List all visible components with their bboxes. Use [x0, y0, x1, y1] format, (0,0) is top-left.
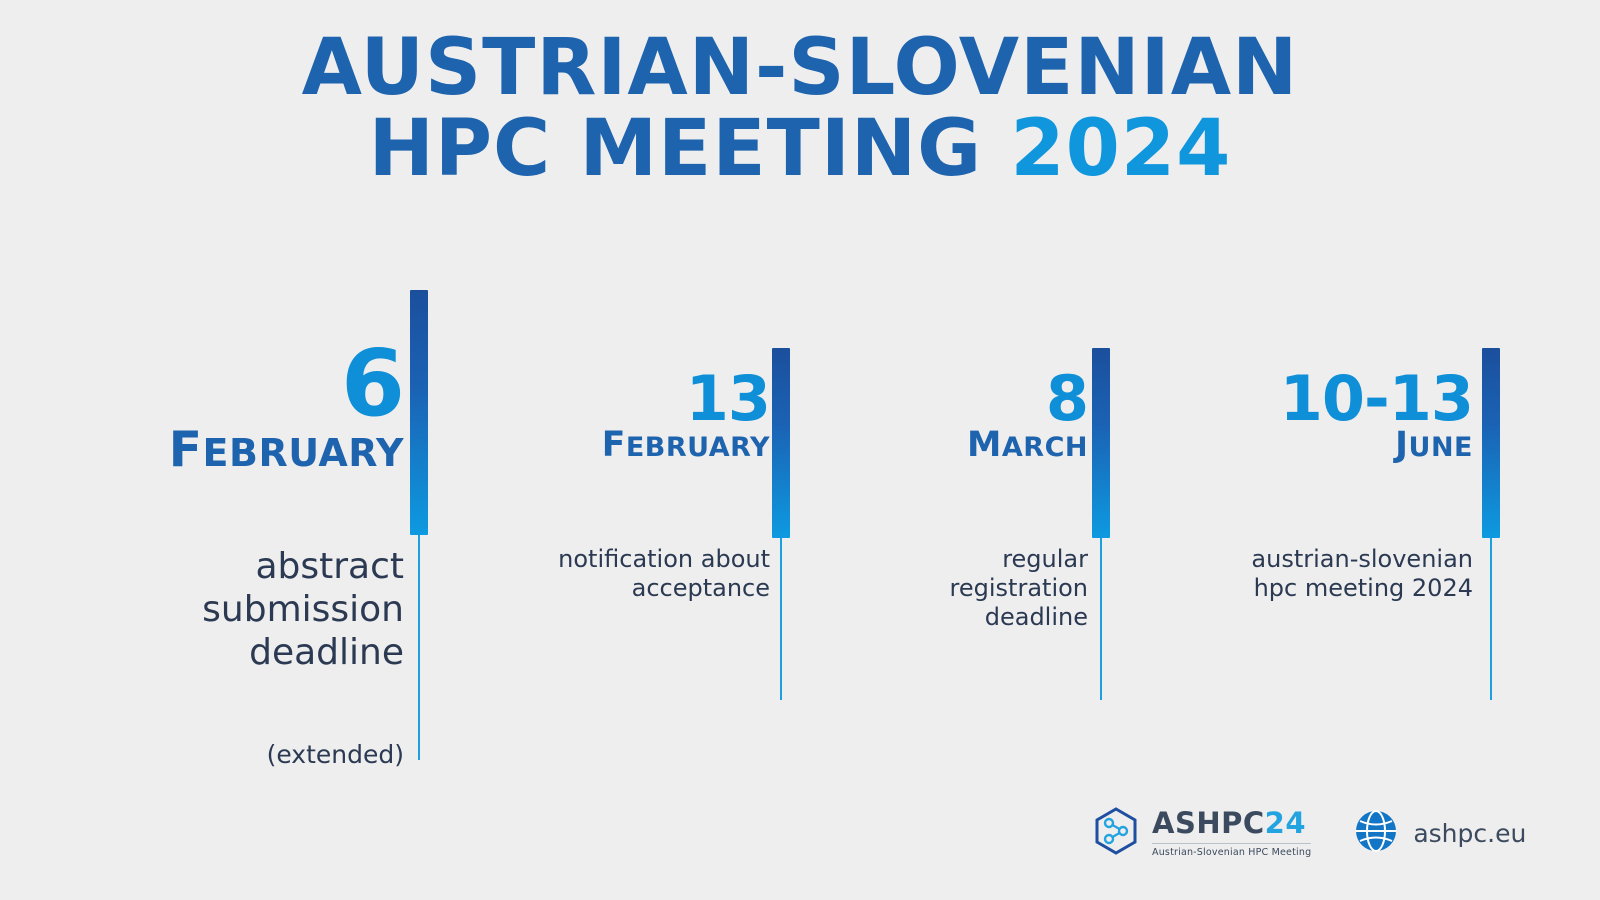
- milestone-bar-thick: [1092, 348, 1110, 538]
- milestone-bar-thin: [418, 535, 420, 760]
- milestone-day: 13: [685, 362, 770, 435]
- title-line-1: AUSTRIAN-SLOVENIAN: [301, 23, 1299, 113]
- milestone-date: [868, 362, 1088, 465]
- ashpc-logo: [1090, 805, 1311, 861]
- ashpc-logo-text: [1152, 805, 1312, 858]
- timeline: [0, 290, 1600, 810]
- milestone-bar-thick: [410, 290, 428, 535]
- website-url[interactable]: ashpc.eu: [1413, 818, 1527, 848]
- milestone-date: [1193, 362, 1473, 465]
- ashpc-logo-year: 24: [1264, 805, 1306, 840]
- milestone-day: 8: [1045, 362, 1088, 435]
- milestone-day: 6: [340, 330, 404, 437]
- title-year: 2024: [1010, 104, 1232, 195]
- milestone-description: abstract submission deadline: [202, 546, 404, 674]
- milestone-description: austrian-slovenian hpc meeting 2024: [1251, 545, 1473, 602]
- website-block[interactable]: [1353, 808, 1526, 858]
- milestone-bar: [410, 290, 428, 760]
- ashpc-logo-word: ASHPC: [1152, 805, 1265, 840]
- milestone-date: [550, 362, 770, 465]
- ashpc-logo-main: [1152, 805, 1311, 840]
- title-line-2-dark: HPC MEETING: [368, 104, 1011, 195]
- milestone-note: (extended): [266, 740, 404, 769]
- page-title: [0, 23, 1600, 195]
- globe-icon: [1353, 808, 1399, 858]
- milestone-bar-thin: [1490, 538, 1492, 700]
- milestone-bar: [1092, 290, 1110, 700]
- milestone-description: regular registration deadline: [949, 545, 1088, 631]
- ashpc-logo-subtitle: Austrian-Slovenian HPC Meeting: [1152, 843, 1311, 858]
- milestone-description: notification about acceptance: [558, 545, 770, 602]
- milestone-date: [144, 330, 404, 479]
- milestone-bar-thick: [1482, 348, 1500, 538]
- milestone-month: FEBRUARY: [168, 422, 404, 479]
- milestone-bar-thin: [780, 538, 782, 700]
- milestone-month: JUNE: [1395, 424, 1473, 465]
- milestone-month: MARCH: [967, 424, 1088, 465]
- milestone-bar-thin: [1100, 538, 1102, 700]
- milestone-bar: [772, 290, 790, 700]
- milestone-bar: [1482, 290, 1500, 700]
- milestone-bar-thick: [772, 348, 790, 538]
- hexagon-network-icon: [1090, 805, 1142, 861]
- milestone-month: FEBRUARY: [601, 424, 770, 465]
- title-line-2: [0, 104, 1600, 195]
- milestone-day: 10-13: [1279, 362, 1473, 435]
- footer: [1090, 805, 1526, 861]
